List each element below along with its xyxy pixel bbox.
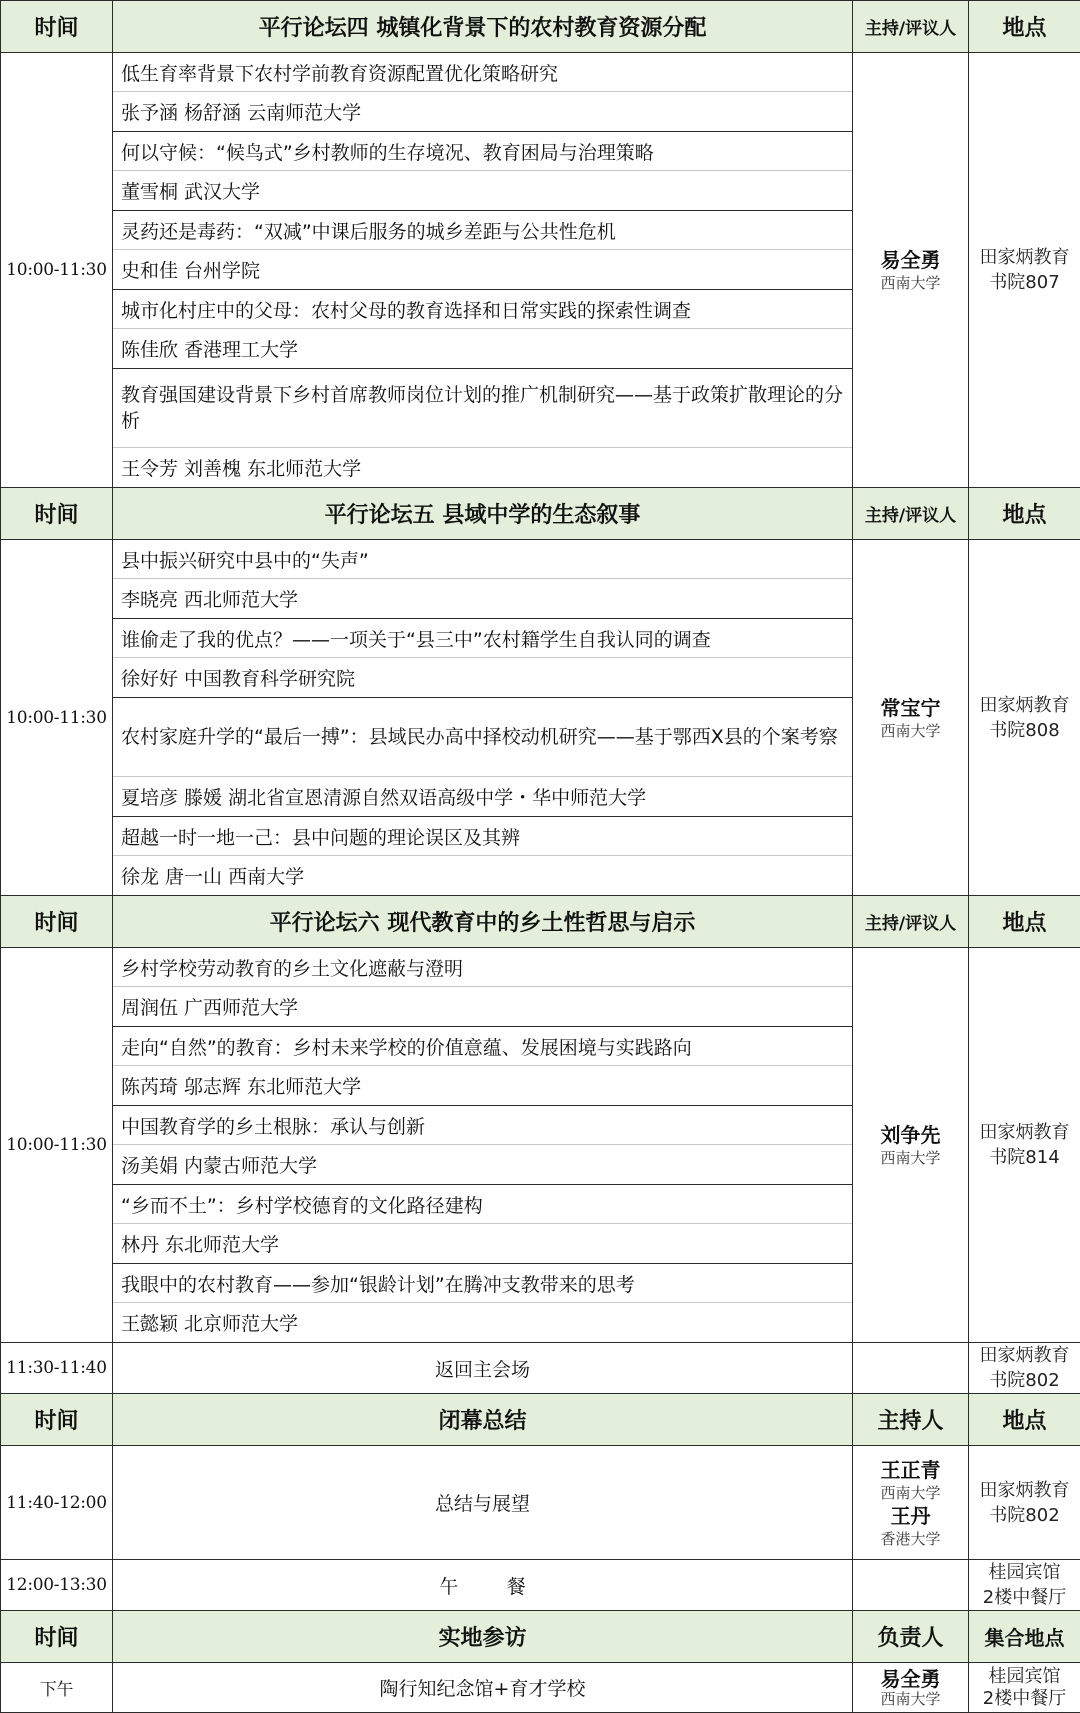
location-header: 地点 — [969, 1394, 1080, 1446]
paper-title: “乡而不土”：乡村学校德育的文化路径建构 — [113, 1185, 852, 1224]
location-line2: 书院814 — [969, 1145, 1080, 1170]
forum5-header-row — [1, 488, 1080, 540]
lunch-host-empty — [853, 1560, 969, 1611]
paper-authors: 徐龙 唐一山 西南大学 — [113, 856, 852, 895]
location-header: 地点 — [969, 488, 1080, 540]
paper-title: 我眼中的农村教育——参加“银龄计划”在腾冲支教带来的思考 — [113, 1264, 852, 1303]
visit-header-row — [1, 1611, 1080, 1663]
paper-item — [113, 369, 852, 487]
paper-authors: 王懿颖 北京师范大学 — [113, 1303, 852, 1342]
paper-title: 谁偷走了我的优点？——一项关于“县三中”农村籍学生自我认同的调查 — [113, 619, 852, 658]
paper-title: 农村家庭升学的“最后一搏”：县域民办高中择校动机研究——基于鄂西X县的个案考察 — [113, 698, 852, 777]
paper-item — [113, 948, 852, 1027]
time-header: 时间 — [1, 1, 113, 53]
visit-location — [969, 1663, 1080, 1713]
paper-title: 低生育率背景下农村学前教育资源配置优化策略研究 — [113, 53, 852, 92]
paper-title: 何以守候：“候鸟式”乡村教师的生存境况、教育困局与治理策略 — [113, 132, 852, 171]
paper-title: 中国教育学的乡土根脉：承认与创新 — [113, 1106, 852, 1145]
lunch-location — [969, 1560, 1080, 1611]
responsible-header: 负责人 — [853, 1611, 969, 1663]
host-affiliation: 西南大学 — [853, 273, 968, 293]
time-header: 时间 — [1, 1611, 113, 1663]
location-line1: 桂园宾馆 — [969, 1560, 1080, 1585]
paper-item — [113, 1264, 852, 1342]
visit-responsible — [853, 1663, 969, 1713]
forum6-title: 平行论坛六 现代教育中的乡土性哲思与启示 — [113, 896, 853, 948]
location-line1: 田家炳教育 — [969, 245, 1080, 270]
host-affiliation: 西南大学 — [853, 1483, 968, 1503]
forum5-location — [969, 540, 1080, 896]
host-name: 常宝宁 — [853, 695, 968, 721]
host-header: 主持人 — [853, 1394, 969, 1446]
forum5-time: 10:00-11:30 — [1, 540, 113, 896]
return-activity: 返回主会场 — [113, 1343, 853, 1394]
forum6-time: 10:00-11:30 — [1, 948, 113, 1343]
return-host-empty — [853, 1343, 969, 1394]
forum5-host — [853, 540, 969, 896]
return-row — [1, 1343, 1080, 1394]
paper-title: 教育强国建设背景下乡村首席教师岗位计划的推广机制研究——基于政策扩散理论的分析 — [113, 369, 852, 448]
paper-title: 城市化村庄中的父母：农村父母的教育选择和日常实践的探索性调查 — [113, 290, 852, 329]
forum5-body-row — [1, 540, 1080, 896]
paper-title: 走向“自然”的教育：乡村未来学校的价值意蕴、发展困境与实践路向 — [113, 1027, 852, 1066]
forum4-body-row — [1, 53, 1080, 488]
forum6-body-row — [1, 948, 1080, 1343]
host-name: 王正青 — [853, 1457, 968, 1483]
host-affiliation: 西南大学 — [853, 721, 968, 741]
forum6-header-row — [1, 896, 1080, 948]
paper-title: 超越一时一地一己：县中问题的理论误区及其辨 — [113, 817, 852, 856]
return-location — [969, 1343, 1080, 1394]
paper-authors: 陈芮琦 邬志辉 东北师范大学 — [113, 1066, 852, 1105]
forum6-papers — [113, 948, 853, 1343]
time-header: 时间 — [1, 896, 113, 948]
forum5-papers — [113, 540, 853, 896]
time-header: 时间 — [1, 488, 113, 540]
paper-authors: 夏培彦 滕媛 湖北省宣恩清源自然双语高级中学・华中师范大学 — [113, 777, 852, 816]
location-line1: 田家炳教育 — [969, 1343, 1080, 1368]
location-line2: 书院807 — [969, 270, 1080, 295]
paper-authors: 王令芳 刘善槐 东北师范大学 — [113, 448, 852, 487]
location-header: 地点 — [969, 1, 1080, 53]
visit-body-row — [1, 1663, 1080, 1713]
paper-authors: 徐好好 中国教育科学研究院 — [113, 658, 852, 697]
paper-authors: 张予涵 杨舒涵 云南师范大学 — [113, 92, 852, 131]
visit-time: 下午 — [1, 1663, 113, 1713]
paper-item — [113, 1185, 852, 1264]
host-reviewer-header: 主持/评议人 — [853, 488, 969, 540]
paper-item — [113, 132, 852, 211]
meeting-point-header: 集合地点 — [969, 1611, 1080, 1663]
closing-time: 11:40-12:00 — [1, 1446, 113, 1560]
forum4-time: 10:00-11:30 — [1, 53, 113, 488]
paper-item — [113, 53, 852, 132]
location-line2: 书院802 — [969, 1503, 1080, 1528]
forum5-title: 平行论坛五 县域中学的生态叙事 — [113, 488, 853, 540]
paper-item — [113, 619, 852, 698]
lunch-time: 12:00-13:30 — [1, 1560, 113, 1611]
paper-authors: 李晓亮 西北师范大学 — [113, 579, 852, 618]
location-line2: 2楼中餐厅 — [969, 1585, 1080, 1610]
forum4-host — [853, 53, 969, 488]
forum4-location — [969, 53, 1080, 488]
host-name: 刘争先 — [853, 1122, 968, 1148]
paper-authors: 陈佳欣 香港理工大学 — [113, 329, 852, 368]
paper-authors: 史和佳 台州学院 — [113, 250, 852, 289]
time-header: 时间 — [1, 1394, 113, 1446]
paper-title: 灵药还是毒药：“双减”中课后服务的城乡差距与公共性危机 — [113, 211, 852, 250]
host-affiliation: 西南大学 — [853, 1148, 968, 1168]
forum4-title: 平行论坛四 城镇化背景下的农村教育资源分配 — [113, 1, 853, 53]
host-name: 王丹 — [853, 1503, 968, 1529]
host-reviewer-header: 主持/评议人 — [853, 896, 969, 948]
location-line1: 田家炳教育 — [969, 693, 1080, 718]
paper-item — [113, 698, 852, 817]
visit-activity: 陶行知纪念馆+育才学校 — [113, 1663, 853, 1713]
location-header: 地点 — [969, 896, 1080, 948]
lunch-activity: 午 餐 — [113, 1560, 853, 1611]
forum4-papers — [113, 53, 853, 488]
forum6-host — [853, 948, 969, 1343]
return-time: 11:30-11:40 — [1, 1343, 113, 1394]
paper-title: 县中振兴研究中县中的“失声” — [113, 540, 852, 579]
forum6-location — [969, 948, 1080, 1343]
paper-item — [113, 211, 852, 290]
paper-item — [113, 540, 852, 619]
paper-item — [113, 1027, 852, 1106]
paper-authors: 董雪桐 武汉大学 — [113, 171, 852, 210]
visit-title: 实地参访 — [113, 1611, 853, 1663]
paper-title: 乡村学校劳动教育的乡土文化遮蔽与澄明 — [113, 948, 852, 987]
location-line2: 书院808 — [969, 718, 1080, 743]
host-name: 易全勇 — [853, 247, 968, 273]
host-reviewer-header: 主持/评议人 — [853, 1, 969, 53]
paper-item — [113, 817, 852, 895]
closing-activity: 总结与展望 — [113, 1446, 853, 1560]
closing-hosts — [853, 1446, 969, 1560]
closing-body-row — [1, 1446, 1080, 1560]
paper-item — [113, 290, 852, 369]
closing-header-row — [1, 1394, 1080, 1446]
location-line2: 书院802 — [969, 1368, 1080, 1393]
closing-location — [969, 1446, 1080, 1560]
paper-item — [113, 1106, 852, 1185]
location-line1: 桂园宾馆 — [969, 1666, 1080, 1688]
host-affiliation: 西南大学 — [853, 1690, 968, 1708]
lunch-row — [1, 1560, 1080, 1611]
host-affiliation: 香港大学 — [853, 1529, 968, 1549]
forum4-header-row — [1, 1, 1080, 53]
location-line1: 田家炳教育 — [969, 1478, 1080, 1503]
paper-authors: 林丹 东北师范大学 — [113, 1224, 852, 1263]
paper-authors: 汤美娟 内蒙古师范大学 — [113, 1145, 852, 1184]
location-line1: 田家炳教育 — [969, 1120, 1080, 1145]
host-name: 易全勇 — [853, 1668, 968, 1690]
location-line2: 2楼中餐厅 — [969, 1688, 1080, 1710]
closing-title: 闭幕总结 — [113, 1394, 853, 1446]
paper-authors: 周润伍 广西师范大学 — [113, 987, 852, 1026]
